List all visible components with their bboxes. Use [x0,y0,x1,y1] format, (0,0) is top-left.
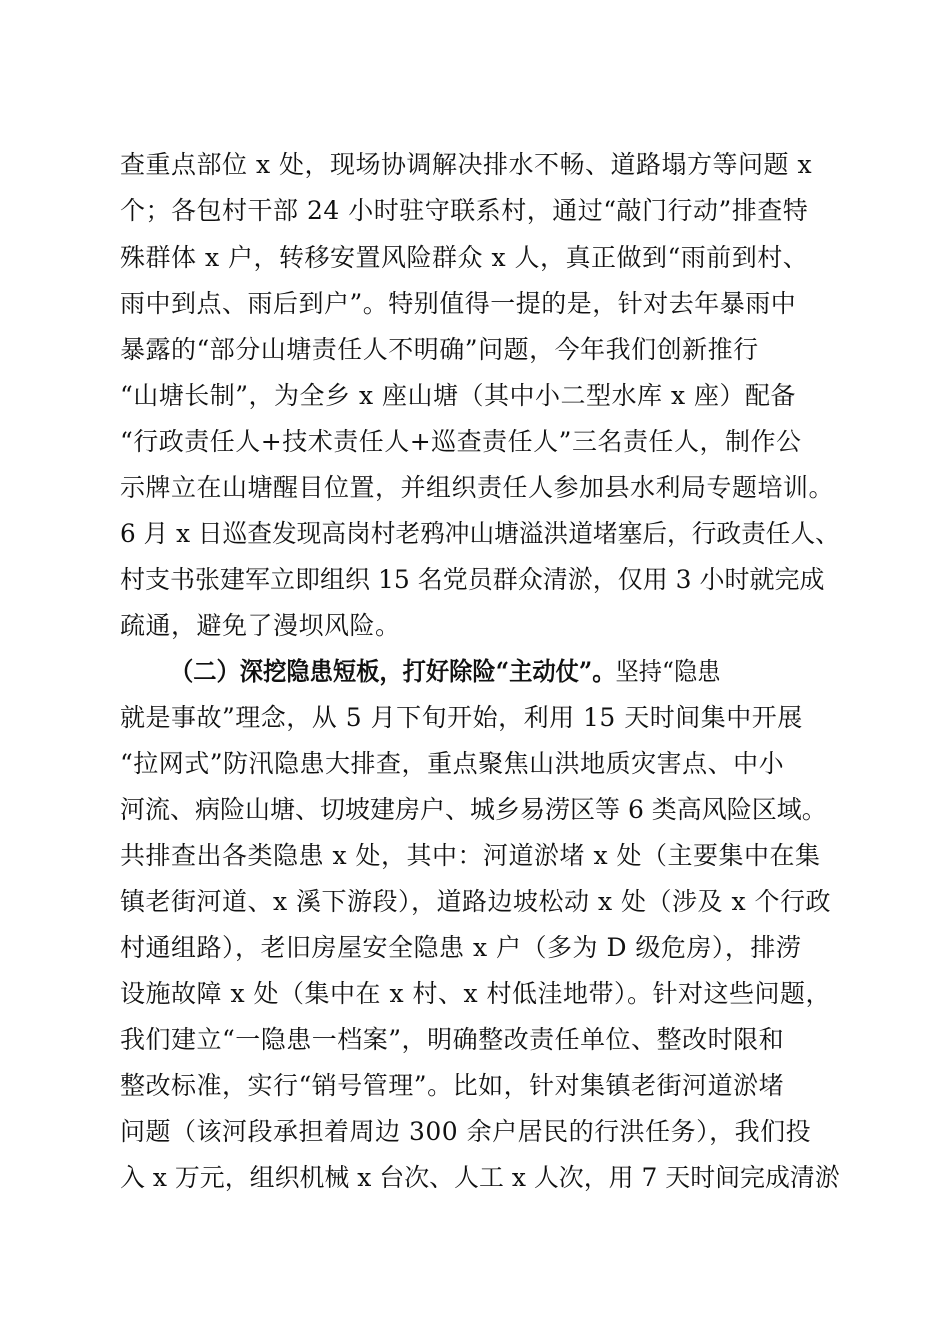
section-heading-line [170,654,840,690]
paragraph-line: 设施故障 x 处（集中在 x 村、x 村低洼地带）。针对这些问题， [120,979,832,1008]
paragraph-line: 问题（该河段承担着周边 300 余户居民的行洪任务），我们投 [120,1117,812,1146]
paragraph-line: “山塘长制”，为全乡 x 座山塘（其中小二型水库 x 座）配备 [120,381,797,410]
paragraph-line: 6 月 x 日巡查发现高岗村老鸦冲山塘溢洪道堵塞后，行政责任人、 [120,519,840,548]
paragraph-line: “拉网式”防汛隐患大排查，重点聚焦山洪地质灾害点、中小 [120,749,785,778]
paragraph-line: 河流、病险山塘、切坡建房户、城乡易涝区等 6 类高风险区域。 [120,795,827,824]
paragraph-line: 疏通，避免了漫坝风险。 [120,611,401,640]
paragraph-line: 村支书张建军立即组织 15 名党员群众清淤，仅用 3 小时就完成 [120,565,825,594]
paragraph-line: 镇老街河道、x 溪下游段），道路边坡松动 x 处（涉及 x 个行政 [120,887,832,916]
paragraph-line: 暴露的“部分山塘责任人不明确”问题，今年我们创新推行 [120,335,759,364]
paragraph-line: 村通组路），老旧房屋安全隐患 x 户（多为 D 级危房），排涝 [120,933,802,962]
paragraph-line: 整改标准，实行“销号管理”。比如，针对集镇老街河道淤堵 [120,1071,785,1100]
paragraph-line: 入 x 万元，组织机械 x 台次、人工 x 人次，用 7 天时间完成清淤 [120,1163,840,1192]
paragraph-line: 殊群体 x 户，转移安置风险群众 x 人，真正做到“雨前到村、 [120,243,809,272]
paragraph-line: 雨中到点、雨后到户”。特别值得一提的是，针对去年暴雨中 [120,289,797,318]
paragraph-line: 共排查出各类隐患 x 处，其中：河道淤堵 x 处（主要集中在集 [120,841,821,870]
paragraph-line: 就是事故”理念，从 5 月下旬开始，利用 15 天时间集中开展 [120,703,803,732]
paragraph-line: 我们建立“一隐患一档案”，明确整改责任单位、整改时限和 [120,1025,785,1054]
paragraph-line: 个；各包村干部 24 小时驻守联系村，通过“敲门行动”排查特 [120,196,809,225]
section-heading: （二）深挖隐患短板，打好除险“主动仗”。 [170,657,616,686]
paragraph-line: 示牌立在山塘醒目位置，并组织责任人参加县水利局专题培训。 [120,473,835,502]
paragraph-line: 查重点部位 x 处，现场协调解决排水不畅、道路塌方等问题 x [120,150,813,179]
section-heading-rest: 坚持“隐患 [615,657,721,686]
paragraph-line: “行政责任人+技术责任人+巡查责任人”三名责任人，制作公 [120,427,802,456]
